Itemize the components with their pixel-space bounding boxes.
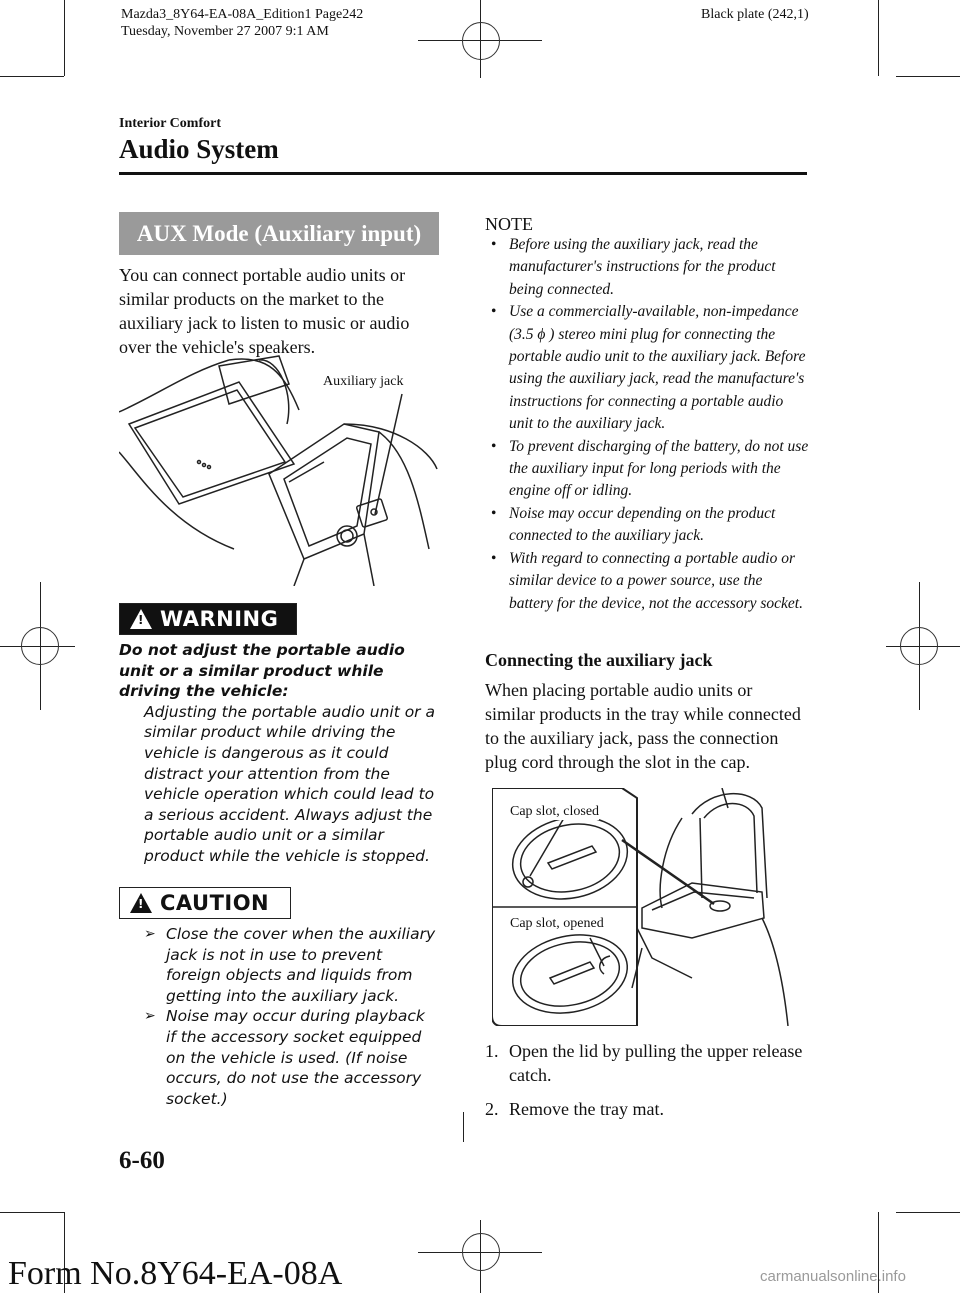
warning-badge — [119, 603, 297, 635]
caution-item: ➢ Noise may occur during playback if the accessory socket equipped on the vehicle is used. (If noise occurs, do not use the accessory socket.) — [144, 1006, 438, 1109]
warning-badge-label: WARNING — [160, 607, 279, 631]
cap-slot-illustration — [492, 788, 802, 1026]
auxiliary-jack-figure — [119, 354, 441, 586]
warning-body: Adjusting the portable audio unit or a similar product while driving the vehicle is dangerous as it could distract your attention from the vehicle operation which could lead to a serious accident. Always adjust the portable audio unit or a similar product while the vehicle is stopped. — [144, 702, 435, 865]
step-item — [485, 1039, 805, 1087]
caution-badge-label: CAUTION — [160, 891, 270, 915]
caution-item: ➢ Close the cover when the auxiliary jack is not in use to prevent foreign objects and liquids from getting into the auxiliary jack. — [144, 924, 438, 1006]
auxiliary-jack-label: Auxiliary jack — [323, 374, 404, 389]
note-item: • With regard to connecting a portable audio or similar device to a power source, use the battery for the device, not the accessory socket. — [491, 548, 809, 615]
cap-slot-figure — [492, 788, 802, 1026]
cap-slot-closed-label: Cap slot, closed — [510, 804, 600, 819]
form-number: Form No.8Y64-EA-08A — [8, 1255, 343, 1292]
note-item: • Noise may occur depending on the product connected to the auxiliary jack. — [491, 503, 809, 548]
cap-slot-opened-label: Cap slot, opened — [510, 916, 604, 931]
watermark-text: carmanualsonline.info — [760, 1268, 906, 1285]
note-heading: NOTE — [485, 214, 533, 234]
section-label: Interior Comfort — [119, 116, 221, 131]
connecting-heading: Connecting the auxiliary jack — [485, 650, 713, 670]
note-item: • Before using the auxiliary jack, read the manufacturer's instructions for the product being connected. — [491, 234, 809, 301]
caution-list — [144, 924, 438, 1109]
step-item — [485, 1097, 805, 1121]
note-item: • Use a commercially-available, non-impedance (3.5 ϕ ) stereo mini plug for connecting the portable audio unit to the auxiliary jack. Before using the auxiliary jack, read the manufacture's instructions for connecting a portable audio unit to the auxiliary jack. — [491, 301, 809, 435]
plate-info: Black plate (242,1) — [701, 7, 809, 22]
warning-triangle-icon: ! — [130, 609, 152, 629]
caution-triangle-icon: ! — [130, 893, 152, 913]
step-number: 1. — [485, 1041, 499, 1061]
note-item: • To prevent discharging of the battery, do not use the auxiliary input for long periods with the engine off or idling. — [491, 436, 809, 503]
caution-badge — [119, 887, 291, 919]
page-number: 6-60 — [119, 1147, 165, 1174]
plate-file-line: Mazda3_8Y64-EA-08A_Edition1 Page242 — [121, 7, 364, 22]
header-rule — [119, 172, 807, 175]
section-title: Audio System — [119, 134, 279, 164]
step-number: 2. — [485, 1099, 499, 1119]
note-list — [491, 234, 809, 615]
connecting-body: When placing portable audio units or similar products in the tray while connected to the auxiliary jack, pass the connection plug cord through the slot in the cap. — [485, 680, 801, 772]
steps-list — [485, 1039, 805, 1121]
plate-header — [121, 6, 363, 40]
step-text: Open the lid by pulling the upper release catch. — [509, 1041, 803, 1085]
step-text: Remove the tray mat. — [509, 1099, 664, 1119]
plate-date-line: Tuesday, November 27 2007 9:1 AM — [121, 24, 329, 39]
aux-intro-text: You can connect portable audio units or similar products on the market to the auxiliary jack to listen to music or audio over the vehicle's speakers. — [119, 265, 410, 357]
warning-lead: Do not adjust the portable audio unit or a similar product while driving the vehicle: — [119, 641, 405, 701]
aux-mode-heading: AUX Mode (Auxiliary input) — [119, 212, 439, 255]
warning-text — [119, 640, 439, 867]
